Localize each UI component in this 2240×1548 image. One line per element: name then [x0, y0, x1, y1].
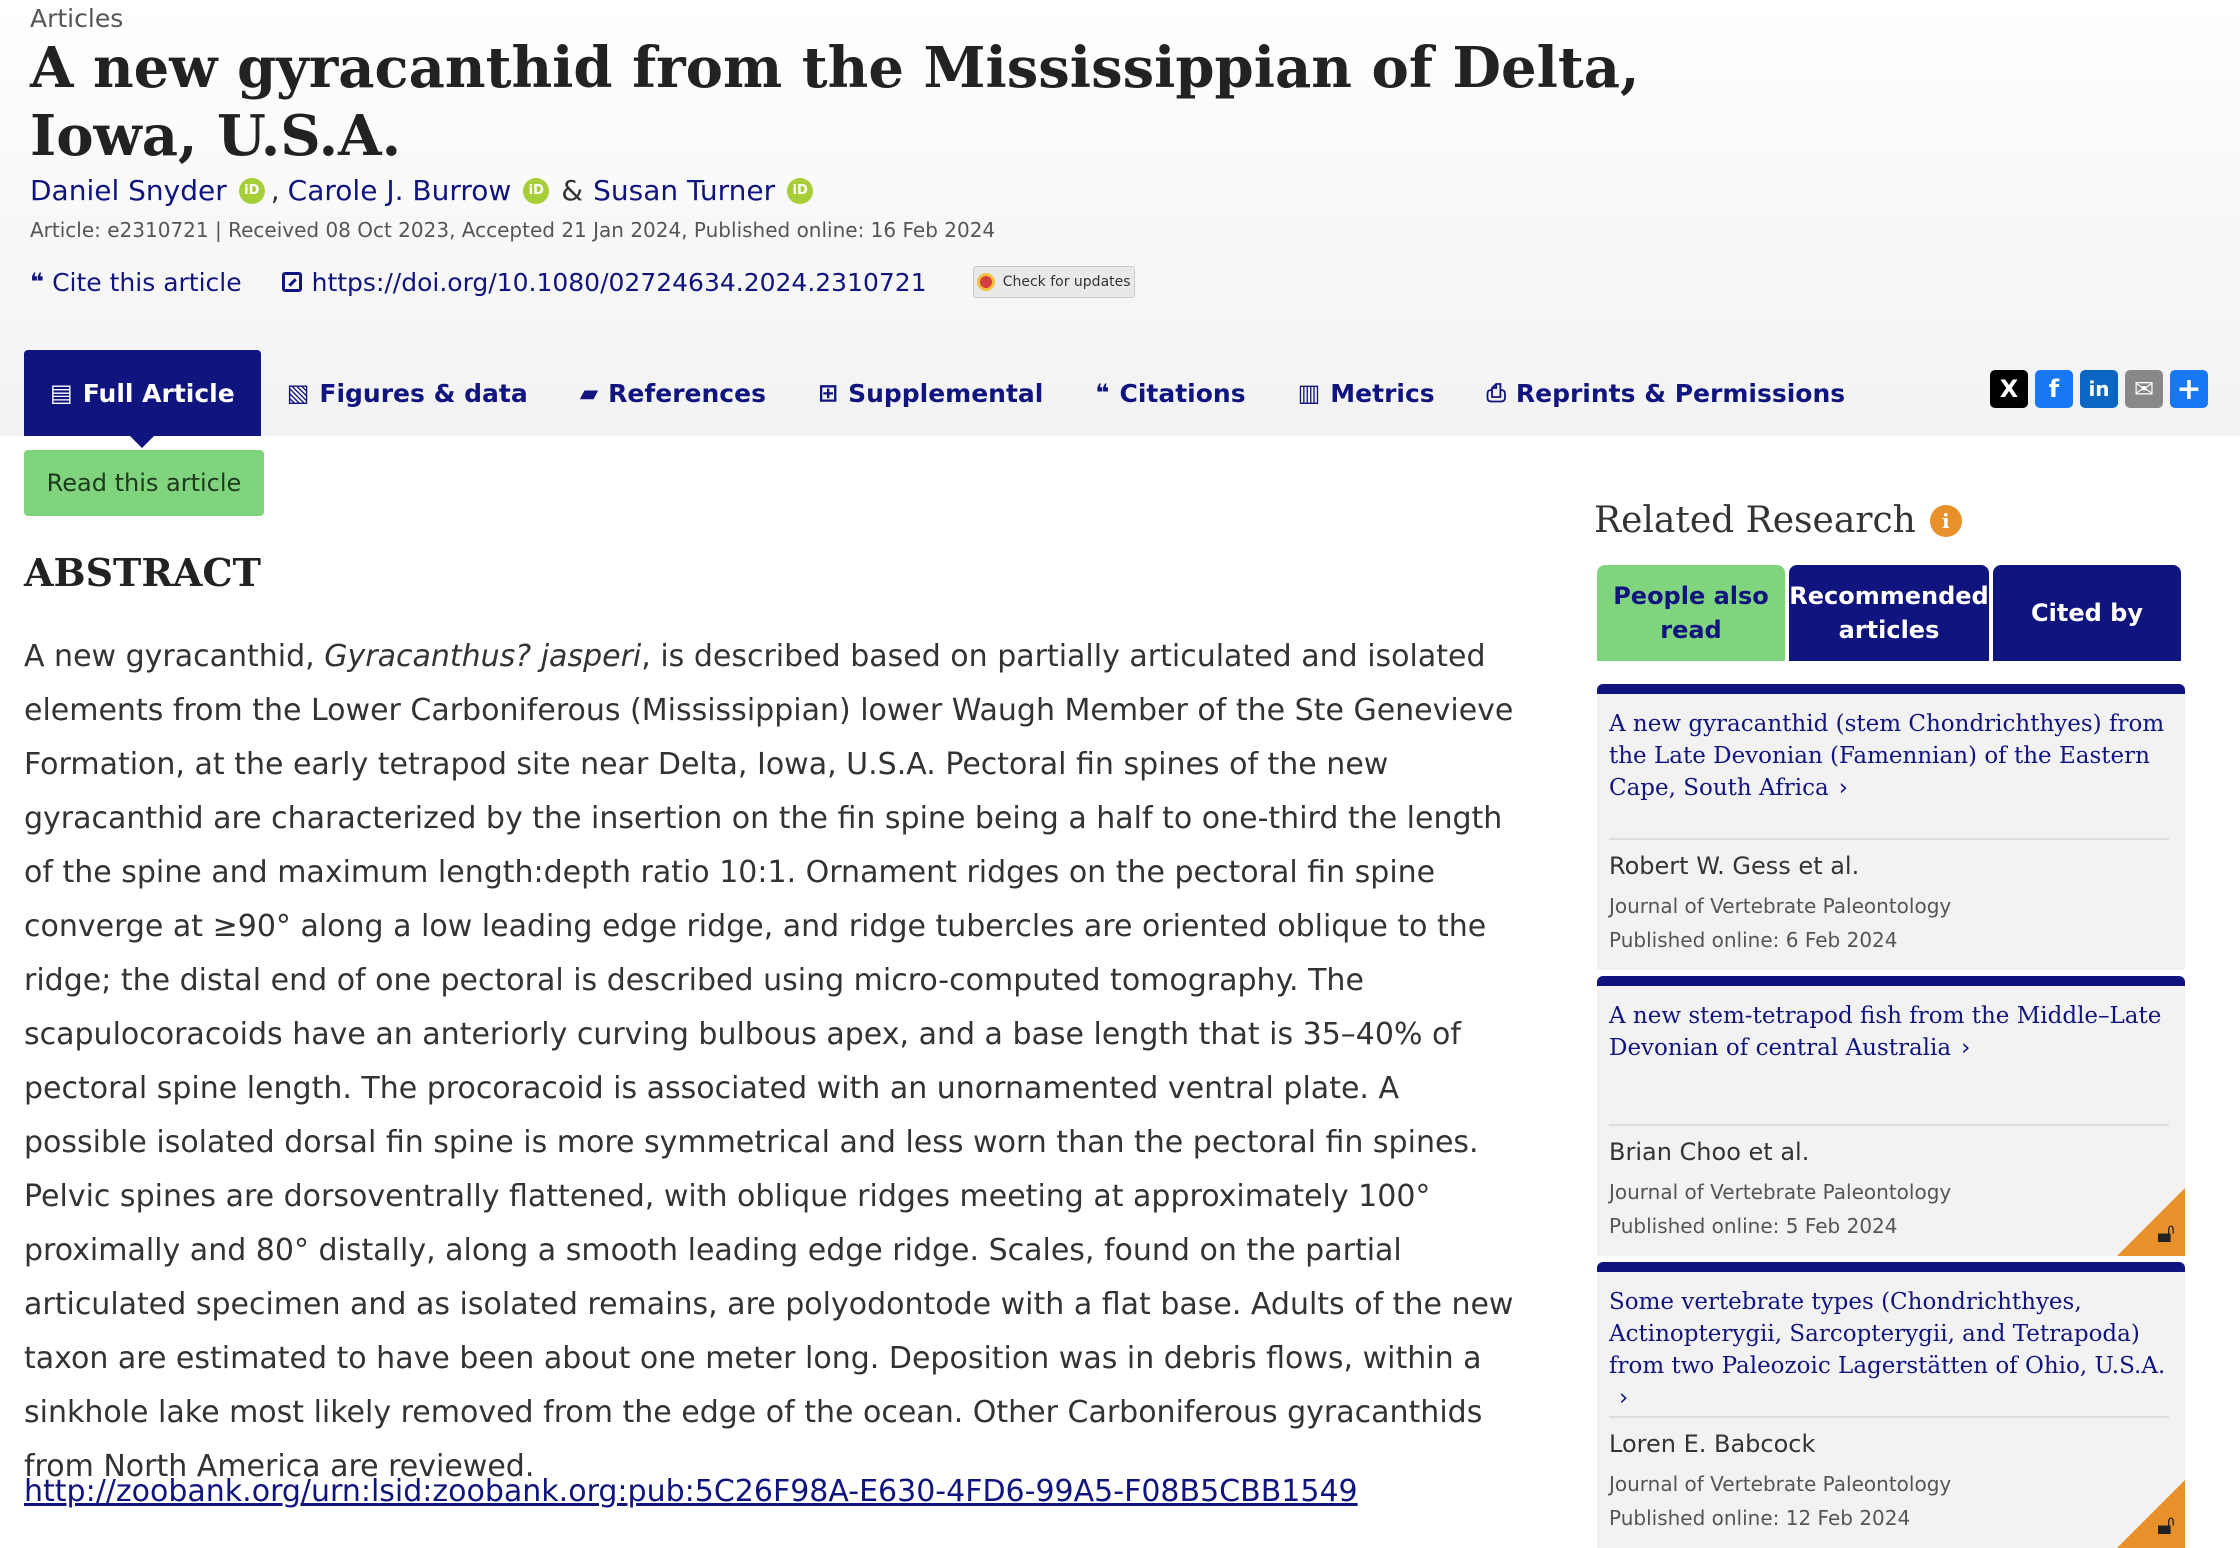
tab-label: References: [608, 378, 766, 408]
image-icon: ▧: [286, 379, 310, 407]
related-article-title[interactable]: [1609, 1000, 2169, 1064]
related-article-date: Published online: 5 Feb 2024: [1609, 1214, 1898, 1238]
related-article-journal: Journal of Vertebrate Paleontology: [1609, 1180, 1952, 1204]
related-article-card: [1597, 684, 2185, 970]
quote-icon: ❝: [30, 268, 45, 296]
card-divider: [1609, 1124, 2169, 1126]
tab-citations[interactable]: [1069, 350, 1271, 436]
check-updates-button[interactable]: [973, 266, 1135, 298]
share-bar: [1990, 370, 2215, 408]
author-ampersand: &: [561, 174, 584, 207]
related-article-author: Brian Choo et al.: [1609, 1138, 1810, 1166]
tab-metrics[interactable]: [1272, 350, 1461, 436]
email-share-icon[interactable]: ✉: [2125, 370, 2163, 408]
chevron-right-icon: ›: [1961, 1035, 1971, 1061]
abstract-heading: ABSTRACT: [24, 550, 261, 595]
related-article-author: Robert W. Gess et al.: [1609, 852, 1860, 880]
tab-label: Metrics: [1330, 378, 1435, 408]
tab-people-also-read[interactable]: People also read: [1597, 565, 1785, 661]
author-separator: ,: [270, 174, 280, 207]
book-icon: ▰: [579, 379, 599, 407]
species-name: Gyracanthus? jasperi: [324, 639, 642, 674]
print-icon: ⎙: [1486, 379, 1506, 407]
share-icon[interactable]: +: [2170, 370, 2208, 408]
facebook-share-icon[interactable]: f: [2035, 370, 2073, 408]
unlock-icon: 🔓︎: [2156, 1508, 2175, 1541]
tab-label: Reprints & Permissions: [1515, 378, 1846, 408]
x-share-icon[interactable]: X: [1990, 370, 2028, 408]
abstract-intro: A new gyracanthid,: [24, 639, 325, 674]
related-research-tabs: [1597, 565, 2185, 661]
related-research-heading: [1594, 500, 1962, 541]
card-divider: [1609, 1416, 2169, 1418]
cite-link[interactable]: [30, 268, 242, 297]
article-tools: [30, 264, 1135, 300]
related-article-card: [1597, 976, 2185, 1256]
chevron-right-icon: ›: [1838, 775, 1848, 801]
abstract-body: , is described based on partially articulated and isolated elements from the Lower Carboniferous (Mississippian) lower Waugh Member of the Ste Genevieve Formation, at the early tetrapod site near Delta, Iowa, U.S.A. Pectoral fin spines of the new gyracanthid are characterized by the insertion on the fin spine being a half to one-third the length of the spine and maximum length:depth ratio 10:1. Ornament ridges on the pectoral fin spine converge at ≥90° along a low leading edge ridge, and ridge tubercles are oriented oblique to the ridge; the distal end of one pectoral is described using micro-computed tomography. The scapulocoracoids have an anteriorly curving bulbous apex, and a base length that is 35–40% of pectoral spine length. The procoracoid is associated with an unornamented ventral plate. A possible isolated dorsal fin spine is more symmetrical and less worn than the pectoral fin spines. Pelvic spines are dorsoventrally flattened, with oblique ridges meeting at approximately 100° proximally and 80° distally, along a smooth leading edge ridge. Scales, found on the partial articulated specimen and as isolated remains, are polyodontode with a flat base. Adults of the new taxon are estimated to have been about one meter long. Deposition was in debris flows, within a sinkhole lake most likely removed from the edge of the ocean. Other Carboniferous gyracanthids from North America are reviewed.: [24, 639, 1514, 1484]
tab-references[interactable]: [554, 350, 792, 436]
author-link[interactable]: Daniel Snyder: [30, 174, 227, 207]
orcid-icon[interactable]: iD: [239, 178, 265, 204]
tab-label: Full Article: [82, 378, 235, 408]
file-icon: ▤: [50, 379, 73, 407]
chevron-right-icon: ›: [1619, 1385, 1629, 1411]
related-article-title[interactable]: [1609, 1286, 2169, 1414]
author-list: [30, 174, 819, 207]
article-meta: Article: e2310721 | Received 08 Oct 2023, Accepted 21 Jan 2024, Published online: 16 Feb 2024: [30, 218, 996, 242]
tab-cited-by[interactable]: Cited by: [1993, 565, 2181, 661]
external-link-icon: [282, 272, 302, 292]
doi-link[interactable]: [282, 268, 927, 297]
info-icon[interactable]: i: [1930, 505, 1962, 537]
tab-recommended-articles[interactable]: Recommended articles: [1789, 565, 1989, 661]
tab-label: Supplemental: [848, 378, 1044, 408]
related-research-label: Related Research: [1594, 500, 1916, 541]
related-article-date: Published online: 12 Feb 2024: [1609, 1506, 1911, 1530]
check-updates-label: Check for updates: [1002, 274, 1131, 290]
tab-label: Citations: [1119, 378, 1246, 408]
section-label: Articles: [30, 4, 124, 33]
related-article-title[interactable]: [1609, 708, 2169, 804]
linkedin-share-icon[interactable]: in: [2080, 370, 2118, 408]
author-link[interactable]: Susan Turner: [593, 174, 776, 207]
abstract-text: [24, 630, 1524, 1494]
quote-icon: ❝: [1095, 379, 1110, 407]
related-article-card: [1597, 1262, 2185, 1548]
doi-label: https://doi.org/10.1080/02724634.2024.2310721: [311, 267, 927, 297]
article-title: A new gyracanthid from the Mississippian of Delta, Iowa, U.S.A.: [30, 35, 1640, 169]
orcid-icon[interactable]: iD: [523, 178, 549, 204]
tab-figures-data[interactable]: [261, 350, 554, 436]
related-article-journal: Journal of Vertebrate Paleontology: [1609, 894, 1952, 918]
related-article-date: Published online: 6 Feb 2024: [1609, 928, 1898, 952]
card-divider: [1609, 838, 2169, 840]
tab-full-article[interactable]: [24, 350, 261, 436]
plus-square-icon: ⊞: [817, 379, 839, 407]
author-link[interactable]: Carole J. Burrow: [287, 174, 512, 207]
related-article-journal: Journal of Vertebrate Paleontology: [1609, 1472, 1952, 1496]
orcid-icon[interactable]: iD: [787, 178, 813, 204]
tab-supplemental[interactable]: [792, 350, 1069, 436]
zoobank-link[interactable]: http://zoobank.org/urn:lsid:zoobank.org:pub:5C26F98A-E630-4FD6-99A5-F08B5CBB1549: [24, 1474, 1358, 1509]
related-article-author: Loren E. Babcock: [1609, 1430, 1816, 1458]
related-article-title-text: A new gyracanthid (stem Chondrichthyes) from the Late Devonian (Famennian) of the Eastern Cape, South Africa: [1609, 711, 2165, 801]
related-article-title-text: A new stem-tetrapod fish from the Middle–Late Devonian of central Australia: [1609, 1003, 2162, 1061]
tab-label: Figures & data: [319, 378, 528, 408]
article-tabs: [24, 350, 1871, 436]
cite-label: Cite this article: [52, 267, 242, 297]
related-article-title-text: Some vertebrate types (Chondrichthyes, Actinopterygii, Sarcopterygii, and Tetrapoda) from two Paleozoic Lagerstätten of Ohio, U.S.A.: [1609, 1289, 2166, 1379]
tab-reprints-permissions[interactable]: [1461, 350, 1871, 436]
read-this-article-button[interactable]: Read this article: [24, 450, 264, 516]
crossmark-icon: [977, 273, 995, 291]
unlock-icon: 🔓︎: [2156, 1216, 2175, 1249]
bar-chart-icon: ▥: [1297, 379, 1321, 407]
